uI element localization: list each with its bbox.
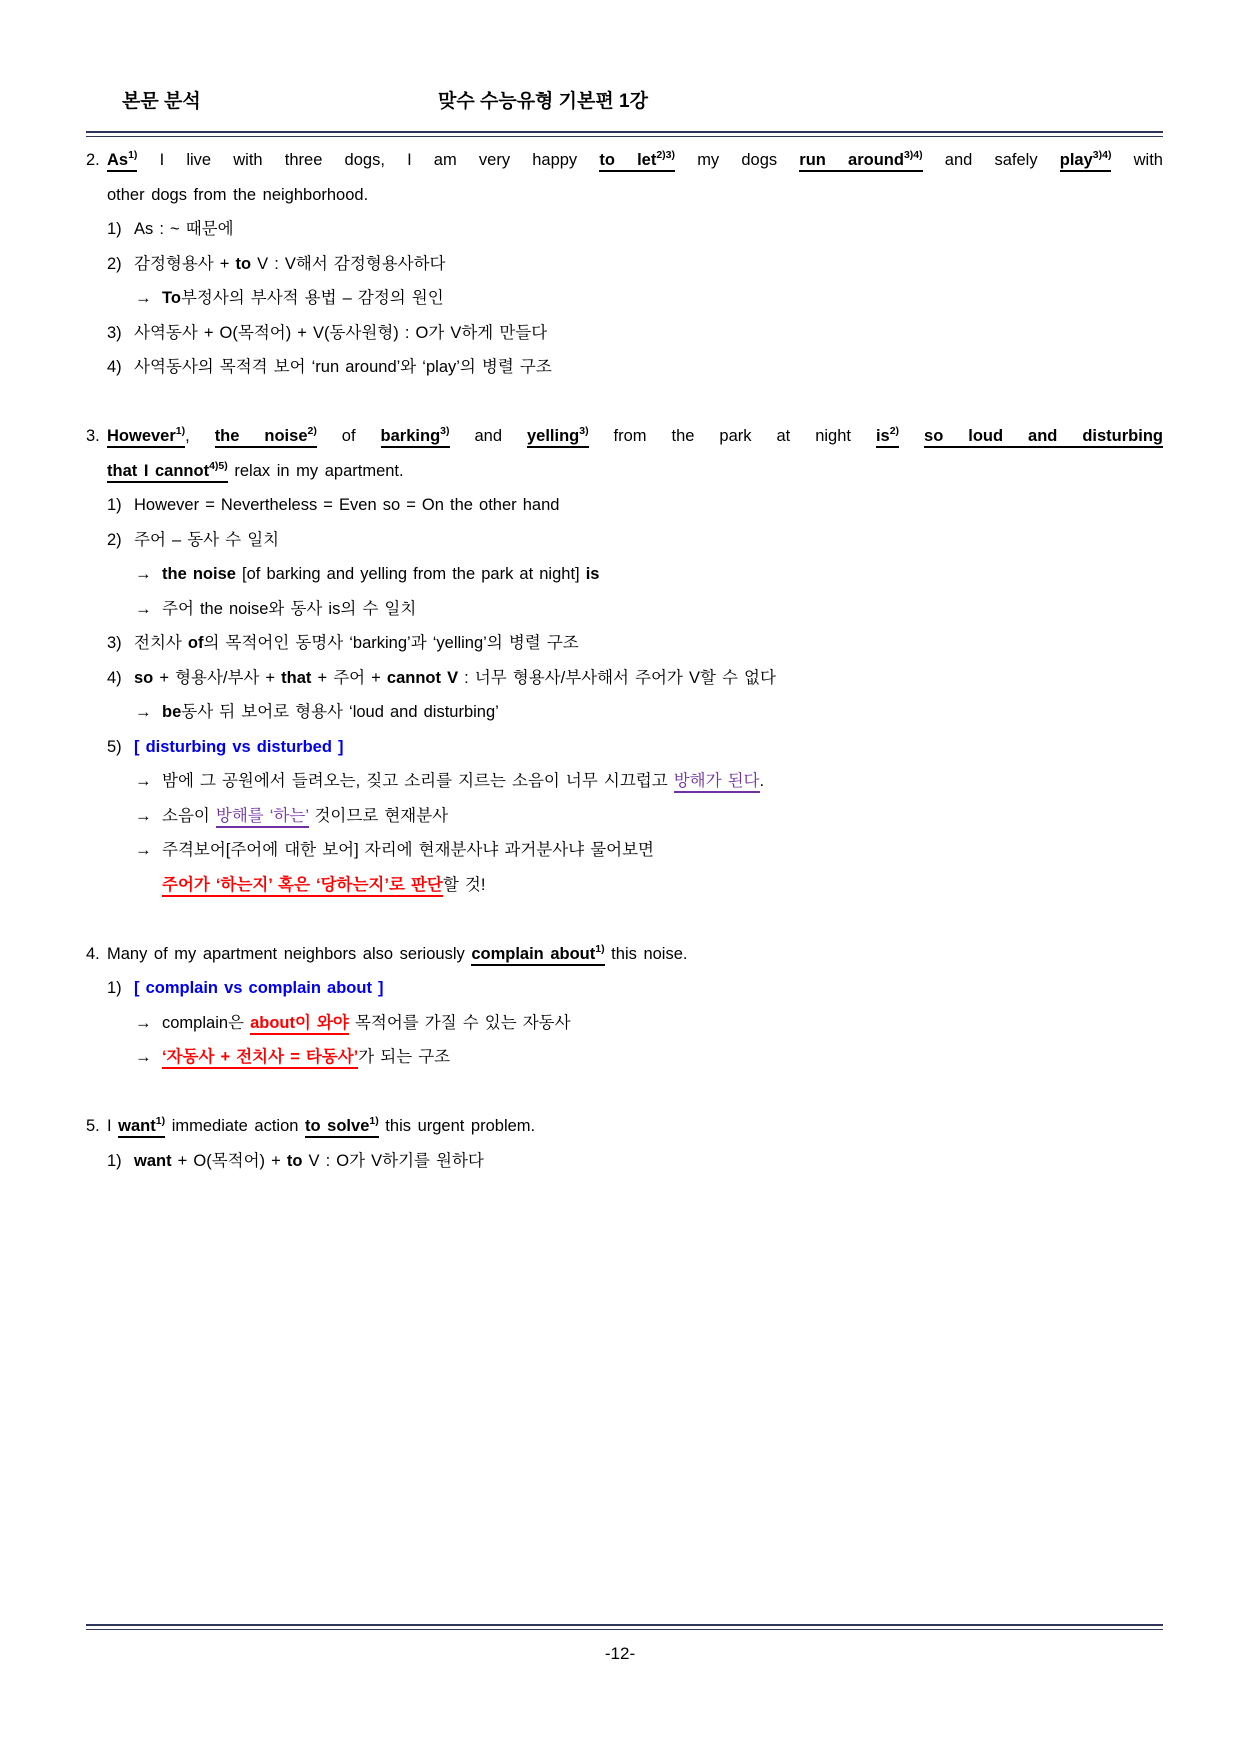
note-line bbox=[86, 730, 1163, 765]
page-header bbox=[86, 84, 1163, 114]
note-text bbox=[162, 833, 654, 868]
text-run: 목적어를 가질 수 있는 자동사 bbox=[348, 1013, 571, 1032]
footnote-superscript: 2) bbox=[307, 425, 317, 437]
note-number-marker: 3) bbox=[107, 323, 122, 342]
text-run: my dogs bbox=[675, 151, 800, 169]
arrow-marker: → bbox=[135, 703, 152, 721]
sentence-block bbox=[86, 1109, 1163, 1144]
underlined-phrase bbox=[381, 427, 450, 448]
footnote-superscript: 3)4) bbox=[903, 149, 923, 161]
note-text bbox=[134, 730, 344, 765]
note-line bbox=[86, 557, 1163, 592]
text-run: so loud and disturbing bbox=[924, 427, 1163, 445]
text-run: to bbox=[286, 1151, 303, 1170]
arrow-marker: → bbox=[135, 841, 152, 859]
note-text bbox=[162, 695, 499, 730]
note-number-marker: 1) bbox=[107, 979, 122, 997]
note-text bbox=[134, 488, 559, 523]
text-run: , bbox=[185, 427, 215, 445]
note-line bbox=[86, 212, 1163, 247]
text-run: I live with three dogs, I am very happy bbox=[137, 151, 600, 169]
text-run: the noise bbox=[214, 427, 308, 445]
text-run: want bbox=[134, 1151, 172, 1170]
text-run: to bbox=[235, 254, 252, 273]
note-text bbox=[162, 868, 485, 903]
footnote-superscript: 1) bbox=[369, 1115, 379, 1127]
note-line bbox=[86, 695, 1163, 730]
text-run: As bbox=[107, 151, 129, 169]
text-run: However = Nevertheless = Even so = On the other hand bbox=[134, 496, 560, 514]
sentence-number: 5. bbox=[86, 1117, 100, 1135]
analysis-section bbox=[86, 419, 1163, 902]
note-text bbox=[162, 1040, 450, 1075]
text-run: 전치사 bbox=[134, 634, 188, 652]
sentence-block bbox=[86, 143, 1163, 212]
sentence-block bbox=[86, 419, 1163, 488]
text-run: is bbox=[585, 565, 600, 583]
text-run bbox=[899, 427, 924, 445]
note-text bbox=[134, 971, 384, 1006]
sentence-lines bbox=[107, 1109, 1163, 1144]
underlined-phrase bbox=[527, 427, 589, 448]
note-text bbox=[134, 212, 234, 247]
header-title: 맞수 수능유형 기본편 1강 bbox=[438, 91, 648, 112]
note-text bbox=[162, 1006, 571, 1041]
text-run: + O(목적어) + bbox=[171, 1151, 287, 1170]
note-line bbox=[86, 764, 1163, 799]
note-line bbox=[86, 247, 1163, 282]
note-text bbox=[134, 1144, 484, 1179]
text-run: want bbox=[118, 1117, 156, 1135]
underlined-phrase bbox=[924, 427, 1163, 448]
text-run: cannot V bbox=[386, 668, 459, 687]
underlined-phrase bbox=[305, 1117, 379, 1138]
text-run: + 형용사/부사 + bbox=[153, 668, 282, 687]
note-text bbox=[134, 316, 547, 351]
note-line bbox=[86, 281, 1163, 316]
analysis-section bbox=[86, 1109, 1163, 1178]
page-number: -12- bbox=[604, 1644, 636, 1663]
text-run: As : ~ 때문에 bbox=[134, 220, 234, 238]
footnote-superscript: 1) bbox=[128, 149, 138, 161]
underlined-phrase bbox=[216, 807, 309, 828]
underlined-phrase bbox=[107, 459, 228, 483]
note-number-marker: 1) bbox=[107, 496, 122, 514]
text-run: of bbox=[316, 427, 381, 445]
note-line bbox=[86, 626, 1163, 661]
text-run: to let bbox=[599, 151, 657, 169]
text-run: 가 되는 구조 bbox=[358, 1048, 451, 1066]
header-divider-rule bbox=[86, 131, 1163, 137]
footnote-superscript: 2)3) bbox=[656, 149, 676, 161]
underlined-phrase bbox=[107, 151, 137, 172]
text-run: 동사 뒤 보어로 형용사 ‘loud and disturbing’ bbox=[181, 703, 499, 721]
text-run: play bbox=[1059, 151, 1093, 169]
note-text bbox=[162, 592, 416, 627]
sentence-line bbox=[107, 454, 1163, 489]
text-run: be bbox=[162, 703, 182, 721]
analysis-section bbox=[86, 143, 1163, 385]
note-line bbox=[86, 833, 1163, 868]
footnote-superscript: 3) bbox=[440, 425, 450, 437]
note-text bbox=[162, 557, 599, 592]
text-run: relax in my apartment. bbox=[227, 461, 404, 480]
sentence-block bbox=[86, 937, 1163, 972]
sentence-number: 4. bbox=[86, 944, 100, 963]
text-run: that bbox=[281, 668, 312, 687]
sentence-number: 3. bbox=[86, 427, 100, 445]
underlined-phrase bbox=[107, 427, 185, 448]
underlined-phrase bbox=[162, 1048, 358, 1069]
text-run: to solve bbox=[305, 1117, 370, 1135]
note-number-marker: 2) bbox=[107, 254, 122, 273]
text-run: 주어 – 동사 수 일치 bbox=[134, 530, 280, 549]
sentence-line bbox=[107, 178, 1163, 213]
note-number-marker: 1) bbox=[107, 1151, 122, 1170]
note-line bbox=[86, 592, 1163, 627]
underlined-phrase bbox=[215, 427, 317, 448]
note-text bbox=[162, 281, 444, 316]
footnote-superscript: 3) bbox=[579, 425, 589, 437]
text-run: of bbox=[187, 634, 204, 652]
text-run: run around bbox=[799, 151, 904, 169]
text-run: 사역동사 + O(목적어) + V(동사원형) : O가 V하게 만들다 bbox=[134, 323, 548, 342]
note-line bbox=[86, 868, 1163, 903]
underlined-phrase bbox=[799, 151, 922, 172]
note-number-marker: 5) bbox=[107, 737, 122, 756]
text-run: 사역동사의 목적격 보어 ‘run around’와 ‘play’의 병렬 구조 bbox=[134, 358, 552, 376]
underlined-phrase bbox=[471, 942, 605, 966]
arrow-marker: → bbox=[135, 599, 152, 618]
text-run: 주격보어[주어에 대한 보어] 자리에 현재분사냐 과거분사냐 물어보면 bbox=[162, 841, 654, 859]
text-run: with bbox=[1111, 151, 1163, 169]
text-run: Many of my apartment neighbors also seriously bbox=[107, 944, 472, 963]
text-run: yelling bbox=[526, 427, 580, 445]
sentence-line bbox=[107, 1109, 1163, 1144]
underlined-phrase bbox=[118, 1117, 165, 1138]
underlined-phrase bbox=[599, 151, 675, 172]
arrow-marker: → bbox=[135, 565, 152, 583]
note-line bbox=[86, 523, 1163, 558]
footnote-superscript: 1) bbox=[155, 1115, 166, 1127]
text-run: 방해가 된다 bbox=[673, 772, 760, 790]
text-run: about이 와야 bbox=[250, 1013, 349, 1032]
text-run: barking bbox=[380, 427, 441, 445]
footnote-superscript: 4)5) bbox=[209, 459, 228, 472]
underlined-phrase bbox=[1060, 151, 1112, 172]
footnote-superscript: 1) bbox=[175, 425, 186, 437]
text-run: and safely bbox=[922, 151, 1060, 169]
note-number-marker: 4) bbox=[107, 358, 122, 376]
sentence-line bbox=[107, 937, 1163, 972]
text-run: so bbox=[134, 668, 154, 687]
text-run: 것이므로 현재분사 bbox=[308, 806, 449, 825]
note-line bbox=[86, 799, 1163, 834]
note-line bbox=[86, 488, 1163, 523]
note-text bbox=[162, 799, 448, 834]
note-text bbox=[134, 350, 552, 385]
underlined-phrase bbox=[674, 772, 760, 793]
text-run: V : V해서 감정형용사하다 bbox=[251, 254, 446, 273]
arrow-marker: → bbox=[135, 1048, 152, 1066]
arrow-marker: → bbox=[135, 772, 152, 790]
text-run: and bbox=[449, 427, 527, 445]
text-run: + 주어 + bbox=[311, 668, 387, 687]
note-number-marker: 4) bbox=[107, 668, 122, 687]
text-run: that I cannot bbox=[107, 461, 210, 480]
note-number-marker: 1) bbox=[107, 220, 122, 238]
text-run: 주어 the noise와 동사 is의 수 일치 bbox=[162, 599, 417, 618]
sentence-line bbox=[107, 419, 1163, 454]
text-run: [ disturbing vs disturbed ] bbox=[134, 737, 344, 756]
note-text bbox=[134, 247, 445, 282]
sentence-line bbox=[107, 143, 1163, 178]
text-run: 밤에 그 공원에서 들려오는, 짖고 소리를 지르는 소음이 너무 시끄럽고 bbox=[162, 772, 674, 790]
note-text bbox=[134, 626, 579, 661]
text-run: I bbox=[107, 1117, 119, 1135]
note-number-marker: 2) bbox=[107, 530, 122, 549]
text-run: V : O가 V하기를 원하다 bbox=[302, 1151, 484, 1170]
text-run: immediate action bbox=[165, 1117, 306, 1135]
text-run: this urgent problem. bbox=[378, 1117, 536, 1135]
text-run: is bbox=[875, 427, 890, 445]
header-section-label: 본문 분석 bbox=[122, 91, 201, 112]
underlined-phrase bbox=[250, 1014, 349, 1035]
text-run: However bbox=[107, 427, 176, 445]
note-line bbox=[86, 1006, 1163, 1041]
sentence-lines bbox=[107, 937, 1163, 972]
note-line bbox=[86, 661, 1163, 696]
analysis-section bbox=[86, 937, 1163, 1075]
text-run: [ complain vs complain about ] bbox=[134, 979, 384, 997]
note-text bbox=[134, 661, 776, 696]
footer-divider-rule bbox=[86, 1624, 1163, 1630]
note-number-marker: 3) bbox=[107, 634, 122, 652]
text-run: complain은 bbox=[162, 1013, 251, 1032]
footnote-superscript: 2) bbox=[889, 425, 900, 437]
text-run: other dogs from the neighborhood. bbox=[107, 185, 369, 204]
arrow-marker: → bbox=[135, 289, 152, 307]
arrow-marker: → bbox=[135, 1013, 152, 1032]
text-run: ‘자동사 + 전치사 = 타동사’ bbox=[162, 1048, 359, 1066]
underlined-phrase bbox=[876, 427, 899, 448]
text-run: this noise. bbox=[604, 944, 688, 963]
underlined-phrase bbox=[162, 876, 443, 897]
note-line bbox=[86, 350, 1163, 385]
text-run: To bbox=[162, 289, 181, 307]
text-run: 소음이 bbox=[162, 806, 216, 825]
text-run: from the park at night bbox=[588, 427, 876, 445]
note-line bbox=[86, 1040, 1163, 1075]
text-run: [of barking and yelling from the park at night] bbox=[235, 565, 586, 583]
note-line bbox=[86, 1144, 1163, 1179]
footnote-superscript: 3)4) bbox=[1092, 149, 1112, 161]
arrow-marker: → bbox=[135, 806, 152, 825]
note-text bbox=[162, 764, 764, 799]
text-run: complain about bbox=[471, 944, 596, 963]
text-run: : 너무 형용사/부사해서 주어가 V할 수 없다 bbox=[458, 668, 776, 687]
document-body bbox=[86, 143, 1163, 1178]
sentence-number: 2. bbox=[86, 151, 100, 169]
text-run: 주어가 ‘하는지’ 혹은 ‘당하는지’로 판단 bbox=[162, 875, 443, 894]
text-run: 할 것! bbox=[442, 875, 486, 894]
text-run: the noise bbox=[162, 565, 236, 583]
text-run: 의 목적어인 동명사 ‘barking’과 ‘yelling’의 병렬 구조 bbox=[203, 634, 579, 652]
text-run: . bbox=[759, 772, 765, 790]
text-run: 방해를 ‘하는’ bbox=[215, 806, 309, 825]
footnote-superscript: 1) bbox=[595, 942, 605, 955]
note-text bbox=[134, 523, 279, 558]
sentence-lines bbox=[107, 419, 1163, 488]
text-run: 감정형용사 + bbox=[134, 254, 236, 273]
note-line bbox=[86, 316, 1163, 351]
sentence-lines bbox=[107, 143, 1163, 212]
text-run: 부정사의 부사적 용법 – 감정의 원인 bbox=[180, 289, 444, 307]
note-line bbox=[86, 971, 1163, 1006]
